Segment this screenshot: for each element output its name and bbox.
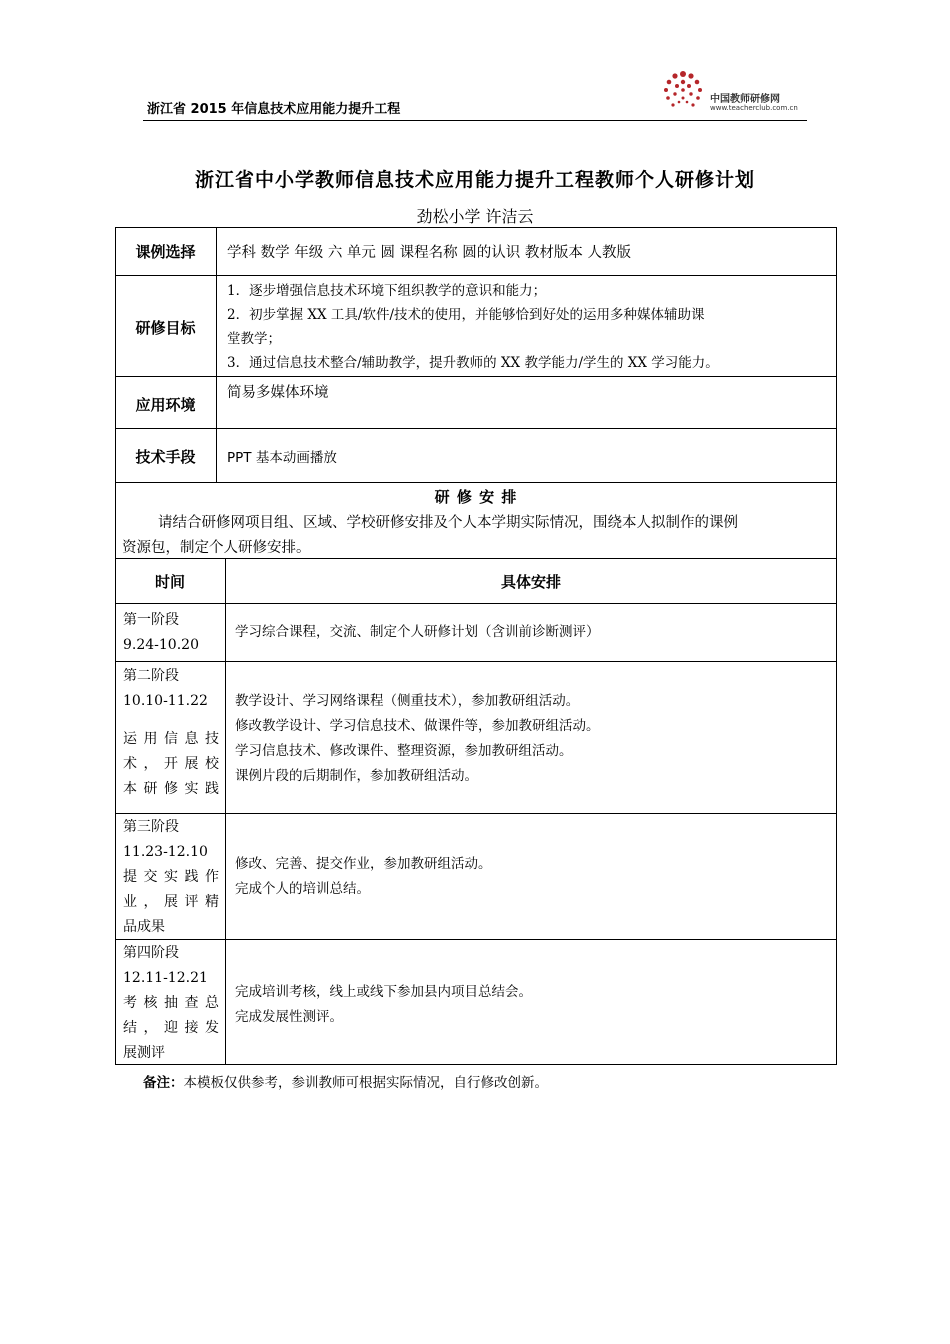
footnote	[143, 1071, 548, 1091]
detail-line: 完成发展性测评。	[235, 1009, 343, 1025]
stage-theme: 考核抽查总	[123, 995, 219, 1011]
stage-2-details	[235, 689, 600, 789]
stage-name: 第三阶段	[123, 819, 179, 835]
stage-theme: 本研修实践	[123, 781, 219, 797]
row-divider	[115, 428, 837, 429]
stage-dates: 11.23-12.10	[123, 844, 208, 860]
row-divider	[115, 603, 837, 604]
stage-name: 第二阶段	[123, 668, 179, 684]
stage-dates: 9.24-10.20	[123, 637, 199, 653]
tech-value: PPT 基本动画播放	[227, 450, 337, 466]
header-text: 浙江省 2015 年信息技术应用能力提升工程	[147, 102, 401, 117]
logo-name: 中国教师研修网	[710, 94, 780, 105]
row-divider	[115, 939, 837, 940]
detail-line: 教学设计、学习网络课程（侧重技术），参加教研组活动。	[235, 693, 580, 709]
row-divider	[115, 482, 837, 483]
row-divider	[115, 275, 837, 276]
row-divider	[115, 558, 837, 559]
stage-theme: 术，开展校	[123, 756, 219, 772]
stage-2-time	[123, 664, 219, 802]
course-label: 课例选择	[135, 243, 196, 261]
col-time-header: 时间	[154, 573, 185, 591]
stage-theme: 展测评	[123, 1045, 165, 1061]
footnote-label: 备注：	[143, 1075, 184, 1091]
stage-name: 第四阶段	[123, 945, 179, 961]
document-title: 浙江省中小学教师信息技术应用能力提升工程教师个人研修计划	[194, 169, 755, 191]
goals-list	[227, 279, 719, 375]
row-divider	[115, 376, 837, 377]
page-header	[143, 96, 807, 121]
author-line: 劲松小学 许洁云	[416, 207, 534, 226]
stage-theme: 结，迎接发	[123, 1020, 219, 1036]
goal-item: 堂教学；	[227, 331, 281, 347]
arrangement-intro-line1: 请结合研修网项目组、区域、学校研修安排及个人本学期实际情况，围绕本人拟制作的课例	[158, 515, 738, 531]
stage-4-details	[235, 980, 532, 1030]
stage-1-details	[235, 620, 600, 645]
detail-line: 完成个人的培训总结。	[235, 881, 370, 897]
stage-theme: 运用信息技	[123, 731, 219, 747]
detail-line: 学习信息技术、修改课件、整理资源，参加教研组活动。	[235, 743, 573, 759]
stage-3-details	[235, 852, 492, 902]
stage-name: 第一阶段	[123, 612, 179, 628]
goals-label: 研修目标	[135, 319, 196, 337]
footnote-text: 本模板仅供参考，参训教师可根据实际情况，自行修改创新。	[183, 1075, 548, 1091]
column-divider	[225, 558, 226, 1065]
env-label: 应用环境	[135, 396, 196, 414]
logo-url: www.teacherclub.com.cn	[710, 104, 798, 112]
detail-line: 完成培训考核，线上或线下参加县内项目总结会。	[235, 984, 532, 1000]
stage-4-time	[123, 941, 219, 1066]
goal-item: 1．逐步增强信息技术环境下组织教学的意识和能力；	[227, 283, 547, 299]
row-divider	[115, 661, 837, 662]
stage-theme: 提交实践作	[123, 869, 219, 885]
stage-dates: 12.11-12.21	[123, 970, 208, 986]
arrangement-intro-line2: 资源包，制定个人研修安排。	[122, 540, 311, 556]
stage-theme: 业，展评精	[123, 894, 219, 910]
detail-line: 课例片段的后期制作，参加教研组活动。	[235, 768, 478, 784]
goal-item: 2．初步掌握 XX 工具/软件/技术的使用，并能够恰到好处的运用多种媒体辅助课	[227, 307, 705, 323]
arrangement-heading: 研 修 安 排	[434, 488, 518, 506]
stage-3-time	[123, 815, 219, 940]
stage-theme: 品成果	[123, 919, 165, 935]
detail-line: 学习综合课程，交流、制定个人研修计划（含训前诊断测评）	[235, 624, 600, 640]
tech-label: 技术手段	[135, 448, 196, 466]
goal-item: 3．通过信息技术整合/辅助教学，提升教师的 XX 教学能力/学生的 XX 学习能力。	[227, 355, 719, 371]
env-value: 简易多媒体环境	[227, 385, 329, 401]
row-divider	[115, 813, 837, 814]
course-value: 学科 数学 年级 六 单元 圆 课程名称 圆的认识 教材版本 人教版	[227, 245, 631, 261]
detail-line: 修改、完善、提交作业，参加教研组活动。	[235, 856, 492, 872]
red-dot-spiral-logo-icon	[658, 68, 708, 118]
col-detail-header: 具体安排	[500, 573, 561, 591]
stage-1-time	[123, 608, 219, 658]
logo	[658, 68, 803, 118]
column-divider	[216, 227, 217, 482]
detail-line: 修改教学设计、学习信息技术、做课件等，参加教研组活动。	[235, 718, 600, 734]
stage-dates: 10.10-11.22	[123, 693, 208, 709]
